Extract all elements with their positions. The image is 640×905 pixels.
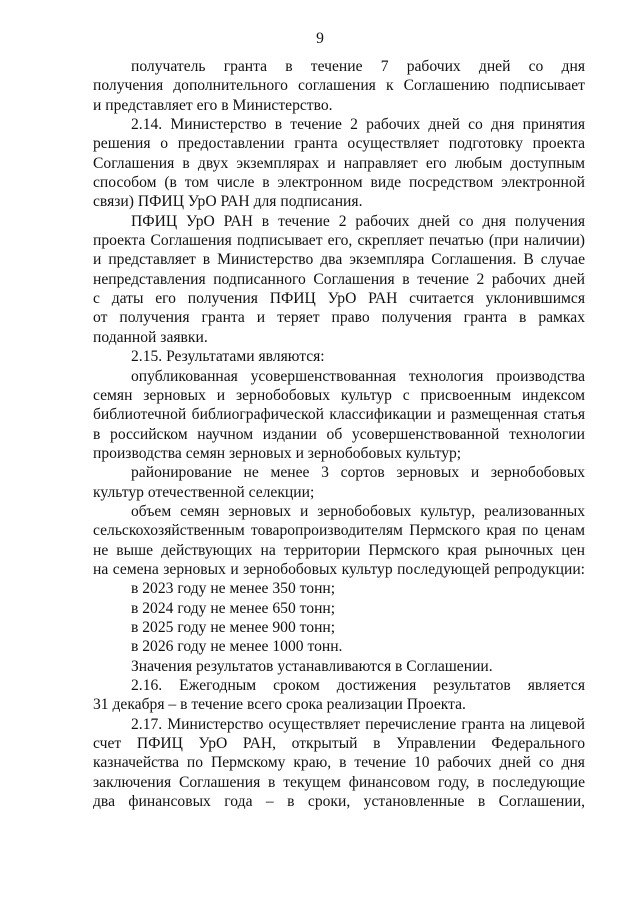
text-line: не выше действующих на территории Пермского края рыночных цен xyxy=(93,541,585,559)
text-line: в 2023 году не менее 350 тонн; xyxy=(131,580,336,598)
text-line: Соглашения в двух экземплярах и направляет его любым доступным xyxy=(93,154,585,172)
text-line: от получения гранта и теряет право получения гранта в рамках xyxy=(93,309,585,327)
text-line: способом (в том числе в электронном виде посредством электронной xyxy=(93,174,585,192)
text-line: получения дополнительного соглашения к Соглашению подписывает xyxy=(93,77,585,95)
text-line: ПФИЦ УрО РАН в течение 2 рабочих дней со дня получения xyxy=(131,212,585,230)
text-line: сельскохозяйственным товаропроизводителям Пермского края по ценам xyxy=(93,522,585,540)
text-line: заключения Соглашения в текущем финансовом году, в последующие xyxy=(93,773,585,791)
text-line: опубликованная усовершенствованная технология производства xyxy=(131,367,585,385)
text-line: с даты его получения ПФИЦ УрО РАН считается уклонившимся xyxy=(93,290,585,308)
text-line: получатель гранта в течение 7 рабочих дней со дня xyxy=(131,58,585,75)
text-line: в 2026 году не менее 1000 тонн. xyxy=(131,638,343,656)
text-line: семян зерновых и зернобобовых культур с присвоенным индексом xyxy=(93,386,585,404)
text-line: и представляет в Министерство два экземпляра Соглашения. В случае xyxy=(93,251,585,269)
text-line: в 2025 году не менее 900 тонн; xyxy=(131,618,336,636)
text-line: районирование не менее 3 сортов зерновых и зернобобовых xyxy=(131,464,585,482)
text-line: и представляет его в Министерство. xyxy=(93,96,333,114)
text-line: решения о предоставлении гранта осуществляет подготовку проекта xyxy=(93,135,585,153)
text-line: проекта Соглашения подписывает его, скрепляет печатью (при наличии) xyxy=(93,232,585,250)
text-line: 2.15. Результатами являются: xyxy=(131,348,325,366)
text-line: библиотечной библиографической классификации и размещенная статья xyxy=(93,406,585,424)
text-line: связи) ПФИЦ УрО РАН для подписания. xyxy=(93,193,363,211)
text-line: в российском научном издании об усовершенствованной технологии xyxy=(93,425,585,443)
text-line: в 2024 году не менее 650 тонн; xyxy=(131,599,336,617)
text-line: культур отечественной селекции; xyxy=(93,483,315,501)
text-line: производства семян зерновых и зернобобовых культур; xyxy=(93,444,462,462)
text-line: два финансовых года – в сроки, установленные в Соглашении, xyxy=(93,793,585,811)
text-line: 2.16. Ежегодным сроком достижения результатов является xyxy=(131,677,585,694)
document-body xyxy=(93,57,585,811)
text-line: на семена зерновых и зернобобовых культур последующей репродукции: xyxy=(93,560,585,578)
text-line: объем семян зерновых и зернобобовых культур, реализованных xyxy=(131,502,585,520)
text-line: непредставления подписанного Соглашения в течение 2 рабочих дней xyxy=(93,270,585,288)
text-line: 31 декабря – в течение всего срока реализации Проекта. xyxy=(93,696,466,714)
text-line: 2.14. Министерство в течение 2 рабочих дней со дня принятия xyxy=(131,116,585,134)
text-line: поданной заявки. xyxy=(93,328,208,346)
text-line: 2.17. Министерство осуществляет перечисление гранта на лицевой xyxy=(131,715,585,733)
text-line: счет ПФИЦ УрО РАН, открытый в Управлении Федерального xyxy=(93,735,585,753)
text-line: казначейства по Пермскому краю, в течение 10 рабочих дней со дня xyxy=(93,754,585,772)
page-number: 9 xyxy=(316,30,324,47)
text-line: Значения результатов устанавливаются в Соглашении. xyxy=(131,657,493,675)
